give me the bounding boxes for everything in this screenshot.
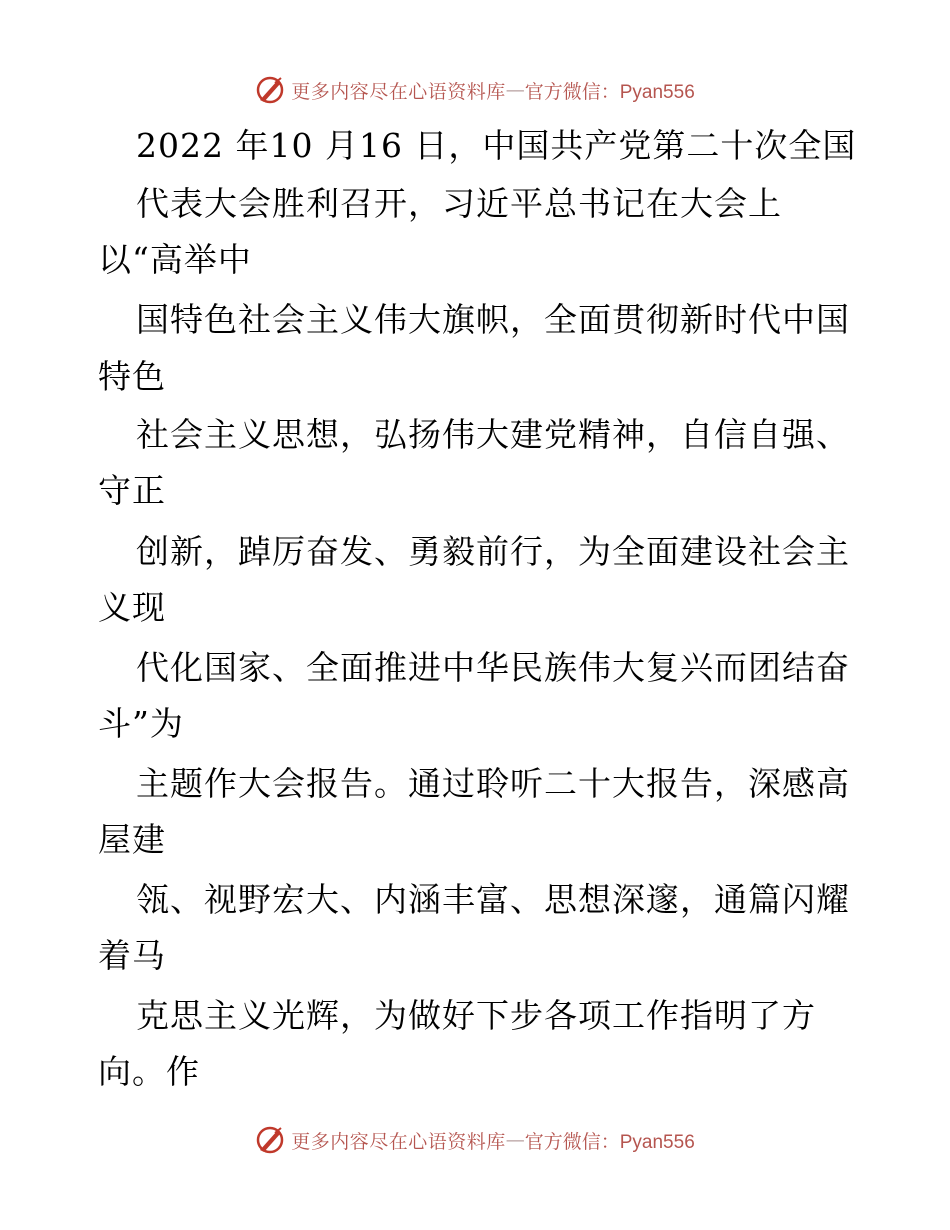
header-banner xyxy=(0,70,950,110)
header-separator: — xyxy=(505,79,525,101)
header-text: 更多内容尽在心语资料库 xyxy=(291,80,506,103)
body-line: 代化国家、全面推进中华民族伟大复兴而团结奋 xyxy=(136,648,850,687)
body-line: 义现 xyxy=(98,588,166,627)
body-line: 社会主义思想，弘扬伟大建党精神，自信自强、 xyxy=(136,415,850,454)
body-line: 守正 xyxy=(98,471,166,510)
footer-separator: — xyxy=(505,1129,525,1151)
header-contact: 官方微信：Pyan556 xyxy=(524,81,695,103)
body-line: 2022 年10 月16 日，中国共产党第二十次全国 xyxy=(136,126,857,165)
body-line: 以“高举中 xyxy=(98,240,252,279)
body-line: 创新，踔厉奋发、勇毅前行，为全面建设社会主 xyxy=(136,532,850,571)
feather-pen-logo-icon xyxy=(255,75,285,105)
body-line: 克思主义光辉，为做好下步各项工作指明了方 xyxy=(136,996,816,1035)
body-line: 主题作大会报告。通过聆听二十大报告，深感高 xyxy=(136,764,850,803)
footer-contact: 官方微信：Pyan556 xyxy=(524,1131,695,1153)
body-line: 向。作 xyxy=(98,1052,200,1091)
feather-pen-logo-icon xyxy=(255,1125,285,1155)
body-line: 国特色社会主义伟大旗帜，全面贯彻新时代中国 xyxy=(136,300,850,339)
body-line: 瓴、视野宏大、内涵丰富、思想深邃，通篇闪耀 xyxy=(136,880,850,919)
body-line: 特色 xyxy=(98,357,166,396)
footer-banner xyxy=(0,1120,950,1160)
body-line: 代表大会胜利召开，习近平总书记在大会上 xyxy=(136,184,782,223)
body-line: 屋建 xyxy=(98,820,166,859)
body-line: 斗”为 xyxy=(98,704,184,743)
footer-text: 更多内容尽在心语资料库 xyxy=(291,1130,506,1153)
body-line: 着马 xyxy=(98,936,166,975)
